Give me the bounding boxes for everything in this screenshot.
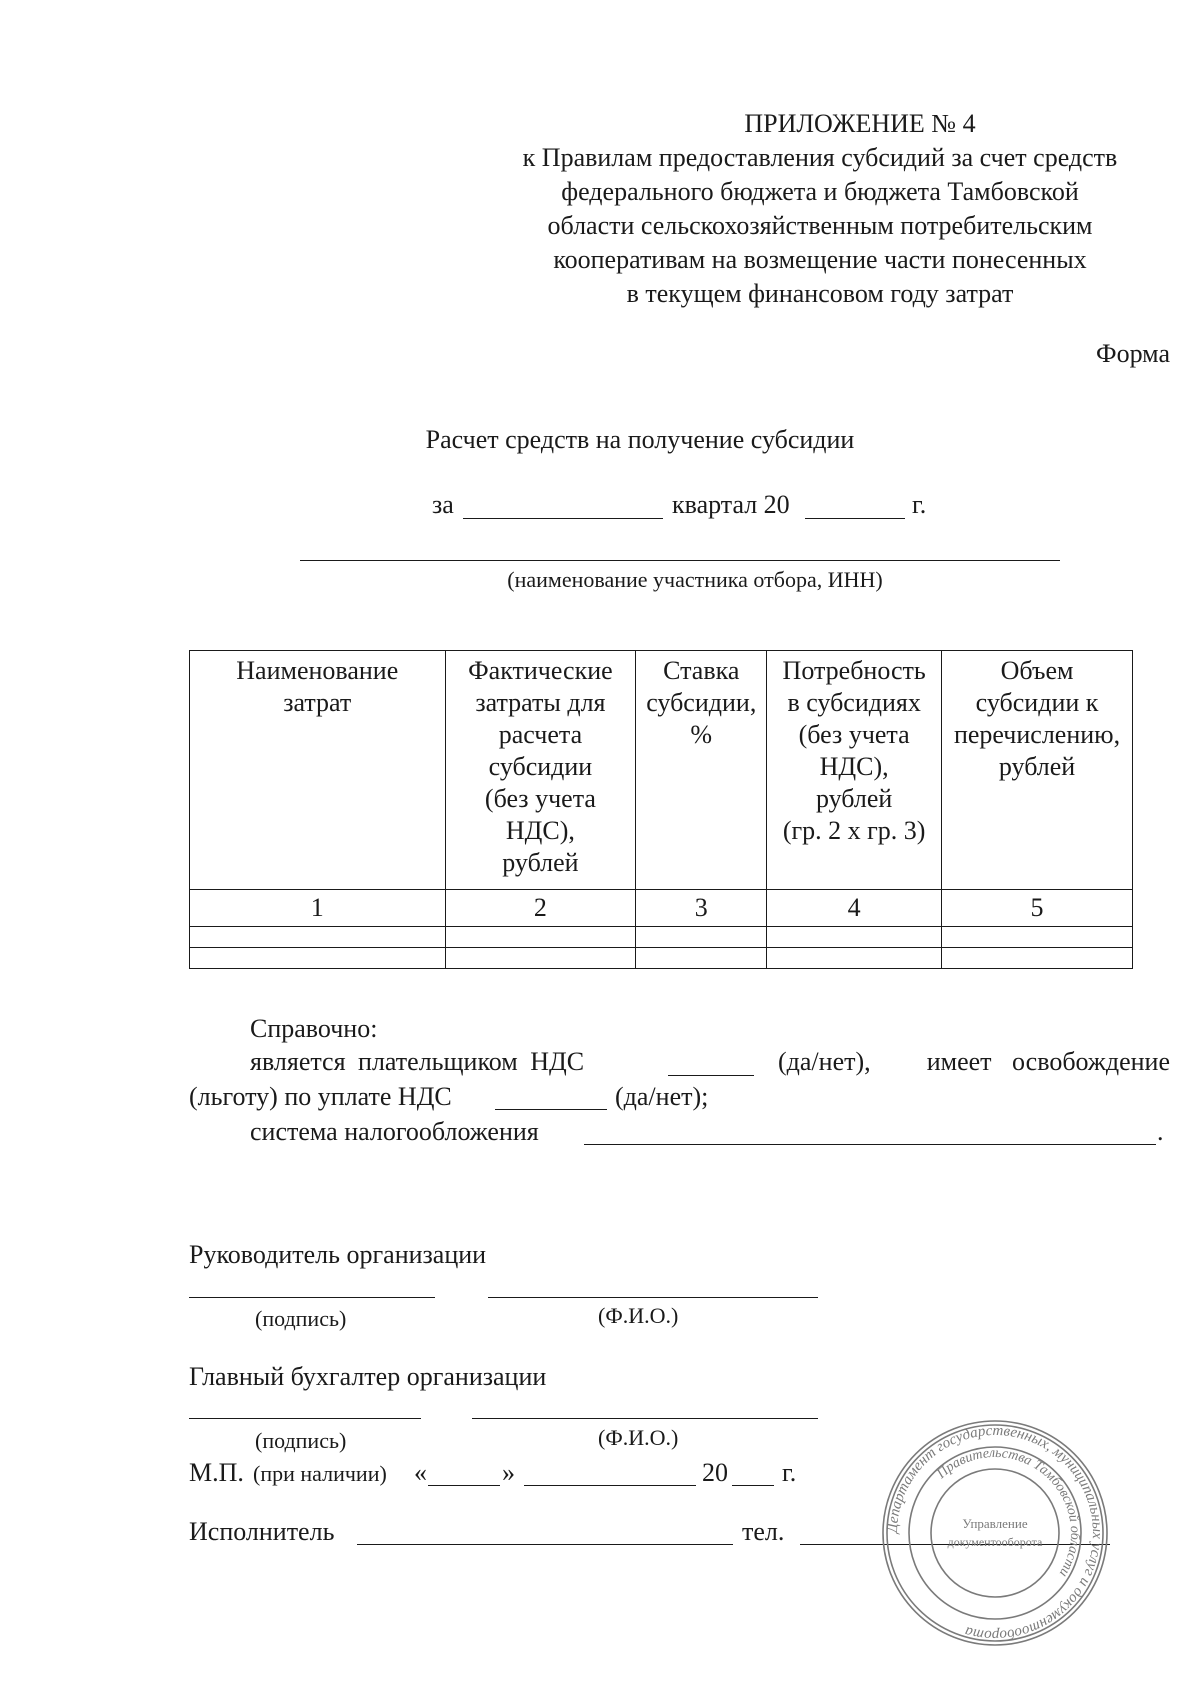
- table-cell[interactable]: [942, 948, 1133, 969]
- seal-inner-text: Правительства Тамбовской области: [934, 1445, 1083, 1580]
- accountant-fio-line[interactable]: [472, 1418, 818, 1419]
- official-seal-stamp: [880, 1418, 1110, 1648]
- table-cell[interactable]: [445, 948, 636, 969]
- exemption-line2: (льготу) по уплате НДС: [189, 1082, 452, 1111]
- table-row: [190, 927, 1133, 948]
- table-cell[interactable]: [190, 927, 446, 948]
- table-cell[interactable]: [767, 927, 942, 948]
- participant-blank-line[interactable]: [300, 560, 1060, 561]
- period-year-suffix: г.: [912, 490, 927, 519]
- reference-heading: Справочно:: [250, 1014, 378, 1043]
- document-title: Расчет средств на получение субсидии: [425, 425, 855, 454]
- table-cell[interactable]: [636, 927, 767, 948]
- form-label: Форма: [1096, 339, 1170, 368]
- svg-text:Правительства Тамбовской облас: [934, 1446, 1083, 1579]
- subsidy-calculation-table: [189, 650, 1133, 969]
- appendix-title: ПРИЛОЖЕНИЕ № 4: [744, 109, 976, 138]
- appendix-header: [470, 107, 1170, 311]
- exemption-blank-line[interactable]: [495, 1109, 607, 1110]
- vat-payer-yes-no: (да/нет),: [778, 1047, 871, 1076]
- seal-center-line2: документооборота: [947, 1535, 1043, 1549]
- appendix-line: в текущем финансовом году затрат: [626, 279, 1014, 308]
- table-cell[interactable]: [636, 948, 767, 969]
- date-year-suffix: г.: [782, 1458, 797, 1487]
- column-number: 3: [636, 890, 767, 927]
- participant-caption: (наименование участника отбора, ИНН): [507, 567, 883, 592]
- column-number: 4: [767, 890, 942, 927]
- column-number-row: [190, 890, 1133, 927]
- date-day-blank-line[interactable]: [428, 1485, 500, 1486]
- header-subsidy-rate: Ставка субсидии, %: [636, 651, 767, 890]
- date-quote-close: »: [502, 1458, 515, 1487]
- executor-blank-line[interactable]: [357, 1544, 733, 1545]
- head-signature-caption: (подпись): [255, 1306, 347, 1331]
- appendix-line: кооперативам на возмещение части понесенных: [553, 245, 1087, 274]
- exemption-label: имеет освобождение: [926, 1047, 1170, 1076]
- accountant-signature-line[interactable]: [189, 1418, 421, 1419]
- year-blank-line[interactable]: [805, 518, 905, 519]
- table-header-row: [190, 651, 1133, 890]
- period-prefix: за: [432, 490, 454, 519]
- header-subsidy-need: Потребность в субсидиях (без учета НДС), рублей (гр. 2 x гр. 3): [767, 651, 942, 890]
- column-number: 5: [942, 890, 1133, 927]
- accountant-fio-caption: (Ф.И.О.): [598, 1425, 679, 1450]
- vat-payer-label: является плательщиком НДС: [250, 1047, 585, 1076]
- table-cell[interactable]: [190, 948, 446, 969]
- column-number: 2: [445, 890, 636, 927]
- mp-label: М.П.: [189, 1458, 244, 1487]
- appendix-line: области сельскохозяйственным потребительским: [547, 211, 1093, 240]
- date-month-blank-line[interactable]: [524, 1485, 696, 1486]
- appendix-line: к Правилам предоставления субсидий за счет средств: [522, 143, 1118, 172]
- phone-label: тел.: [742, 1517, 785, 1546]
- column-number: 1: [190, 890, 446, 927]
- seal-outer-text: Департамент государственных, муниципальных услуг и документооборота: [884, 1422, 1106, 1644]
- tax-system-label: система налогообложения: [250, 1117, 539, 1146]
- table-row: [190, 948, 1133, 969]
- quarter-blank-line[interactable]: [463, 518, 663, 519]
- head-signature-line[interactable]: [189, 1297, 435, 1298]
- tax-system-blank-line[interactable]: [584, 1144, 1156, 1145]
- header-subsidy-amount: Объем субсидии к перечислению, рублей: [942, 651, 1133, 890]
- accountant-title: Главный бухгалтер организации: [189, 1362, 547, 1391]
- table-cell[interactable]: [767, 948, 942, 969]
- header-actual-costs: Фактические затраты для расчета субсидии (без учета НДС), рублей: [445, 651, 636, 890]
- head-fio-caption: (Ф.И.О.): [598, 1303, 679, 1328]
- head-fio-line[interactable]: [488, 1297, 818, 1298]
- table-cell[interactable]: [445, 927, 636, 948]
- executor-label: Исполнитель: [189, 1517, 335, 1546]
- appendix-line: федерального бюджета и бюджета Тамбовской: [561, 177, 1079, 206]
- date-year-prefix: 20: [702, 1458, 728, 1487]
- date-year-blank-line[interactable]: [732, 1485, 774, 1486]
- head-title: Руководитель организации: [189, 1240, 487, 1269]
- exemption-yes-no: (да/нет);: [615, 1082, 709, 1111]
- seal-center-line1: Управление: [962, 1516, 1028, 1531]
- table-cell[interactable]: [942, 927, 1133, 948]
- tax-system-period: .: [1157, 1117, 1164, 1146]
- accountant-signature-caption: (подпись): [255, 1428, 347, 1453]
- header-cost-name: Наименование затрат: [190, 651, 446, 890]
- period-quarter-word: квартал 20: [672, 490, 790, 519]
- mp-note: (при наличии): [253, 1461, 387, 1486]
- vat-payer-blank-line[interactable]: [668, 1075, 754, 1076]
- date-quote-open: «: [414, 1458, 427, 1487]
